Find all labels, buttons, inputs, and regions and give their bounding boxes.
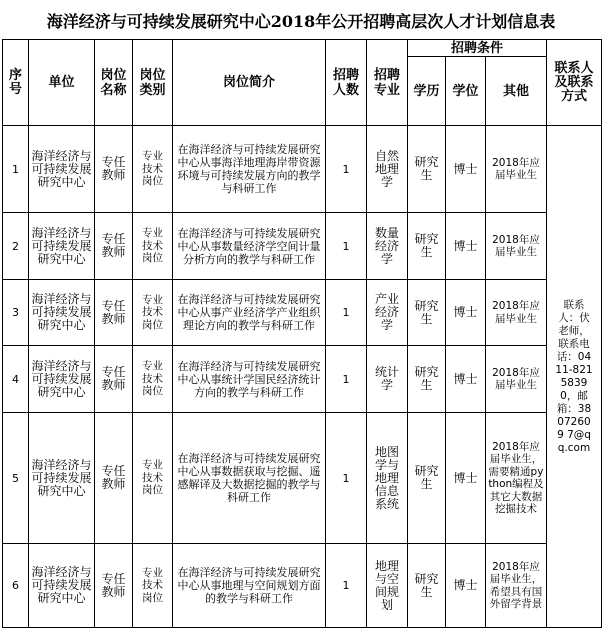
other-cell: 2018年应届毕业生 (486, 213, 547, 280)
major-cell: 自然地理学 (367, 126, 408, 213)
other-cell: 2018年应届毕业生 (486, 126, 547, 213)
header-other: 其他 (486, 57, 547, 126)
seq-cell: 1 (3, 126, 29, 213)
other-cell: 2018年应届毕业生，希望具有国外留学背景 (486, 544, 547, 628)
intro-cell: 在海洋经济与可持续发展研究中心从事产业经济学产业组织理论方向的教学与科研工作 (173, 280, 326, 346)
education-cell: 研究生 (408, 346, 446, 413)
table-row (3, 126, 602, 213)
unit-cell: 海洋经济与可持续发展研究中心 (29, 126, 95, 213)
degree-cell: 博士 (446, 413, 486, 544)
count-cell: 1 (326, 544, 367, 628)
header-post-name: 岗位名称 (95, 40, 133, 126)
post-name-cell: 专任教师 (95, 126, 133, 213)
major-cell: 统计学 (367, 346, 408, 413)
header-seq: 序号 (3, 40, 29, 126)
post-name-cell: 专任教师 (95, 280, 133, 346)
table-row (3, 413, 602, 544)
post-type-cell: 专业技术岗位 (133, 280, 173, 346)
table-row (3, 544, 602, 628)
post-name-cell: 专任教师 (95, 213, 133, 280)
page-title: 海洋经济与可持续发展研究中心2018年公开招聘高层次人才计划信息表 (46, 12, 556, 31)
table-row (3, 280, 602, 346)
post-type-cell: 专业技术岗位 (133, 126, 173, 213)
header-post-type: 岗位类别 (133, 40, 173, 126)
education-cell: 研究生 (408, 544, 446, 628)
post-type-cell: 专业技术岗位 (133, 413, 173, 544)
seq-cell: 2 (3, 213, 29, 280)
degree-cell: 博士 (446, 346, 486, 413)
major-cell: 数量经济学 (367, 213, 408, 280)
count-cell: 1 (326, 213, 367, 280)
table-row (3, 346, 602, 413)
post-name-cell: 专任教师 (95, 413, 133, 544)
intro-cell: 在海洋经济与可持续发展研究中心从事统计学国民经济统计方向的教学与科研工作 (173, 346, 326, 413)
count-cell: 1 (326, 280, 367, 346)
header-education: 学历 (408, 57, 446, 126)
education-cell: 研究生 (408, 280, 446, 346)
unit-cell: 海洋经济与可持续发展研究中心 (29, 346, 95, 413)
header-post-intro: 岗位简介 (173, 40, 326, 126)
count-cell: 1 (326, 346, 367, 413)
major-cell: 地理与空间规划 (367, 544, 408, 628)
unit-cell: 海洋经济与可持续发展研究中心 (29, 544, 95, 628)
count-cell: 1 (326, 126, 367, 213)
post-name-cell: 专任教师 (95, 544, 133, 628)
header-degree: 学位 (446, 57, 486, 126)
seq-cell: 6 (3, 544, 29, 628)
other-cell: 2018年应届毕业生 (486, 346, 547, 413)
header-count: 招聘人数 (326, 40, 367, 126)
other-cell: 2018年应届毕业生 (486, 280, 547, 346)
header-conditions: 招聘条件 (408, 40, 547, 57)
education-cell: 研究生 (408, 413, 446, 544)
recruitment-table (2, 39, 602, 628)
header-contact: 联系人及联系方式 (547, 40, 602, 126)
intro-cell: 在海洋经济与可持续发展研究中心从事海洋地理海岸带资源环境与可持续发展方向的教学与科研工作 (173, 126, 326, 213)
table-row (3, 213, 602, 280)
post-type-cell: 专业技术岗位 (133, 213, 173, 280)
degree-cell: 博士 (446, 280, 486, 346)
intro-cell: 在海洋经济与可持续发展研究中心从事数量经济学空间计量分析方向的教学与科研工作 (173, 213, 326, 280)
header-major: 招聘专业 (367, 40, 408, 126)
header-row-1 (3, 40, 602, 57)
degree-cell: 博士 (446, 213, 486, 280)
seq-cell: 4 (3, 346, 29, 413)
header-unit: 单位 (29, 40, 95, 126)
education-cell: 研究生 (408, 126, 446, 213)
unit-cell: 海洋经济与可持续发展研究中心 (29, 213, 95, 280)
intro-cell: 在海洋经济与可持续发展研究中心从事地理与空间规划方面的教学与科研工作 (173, 544, 326, 628)
seq-cell: 3 (3, 280, 29, 346)
education-cell: 研究生 (408, 213, 446, 280)
degree-cell: 博士 (446, 544, 486, 628)
intro-cell: 在海洋经济与可持续发展研究中心从事数据获取与挖掘、遥感解译及大数据挖掘的教学与科研工作 (173, 413, 326, 544)
contact-cell: 联系人：伏老师，联系电话：0411-82158390，邮箱：38072609 7@qq.com (547, 126, 602, 628)
major-cell: 地图学与地理信息系统 (367, 413, 408, 544)
unit-cell: 海洋经济与可持续发展研究中心 (29, 413, 95, 544)
other-cell: 2018年应届毕业生，需要精通python编程及其它大数据挖掘技术 (486, 413, 547, 544)
seq-cell: 5 (3, 413, 29, 544)
post-name-cell: 专任教师 (95, 346, 133, 413)
post-type-cell: 专业技术岗位 (133, 346, 173, 413)
unit-cell: 海洋经济与可持续发展研究中心 (29, 280, 95, 346)
major-cell: 产业经济学 (367, 280, 408, 346)
post-type-cell: 专业技术岗位 (133, 544, 173, 628)
degree-cell: 博士 (446, 126, 486, 213)
count-cell: 1 (326, 413, 367, 544)
